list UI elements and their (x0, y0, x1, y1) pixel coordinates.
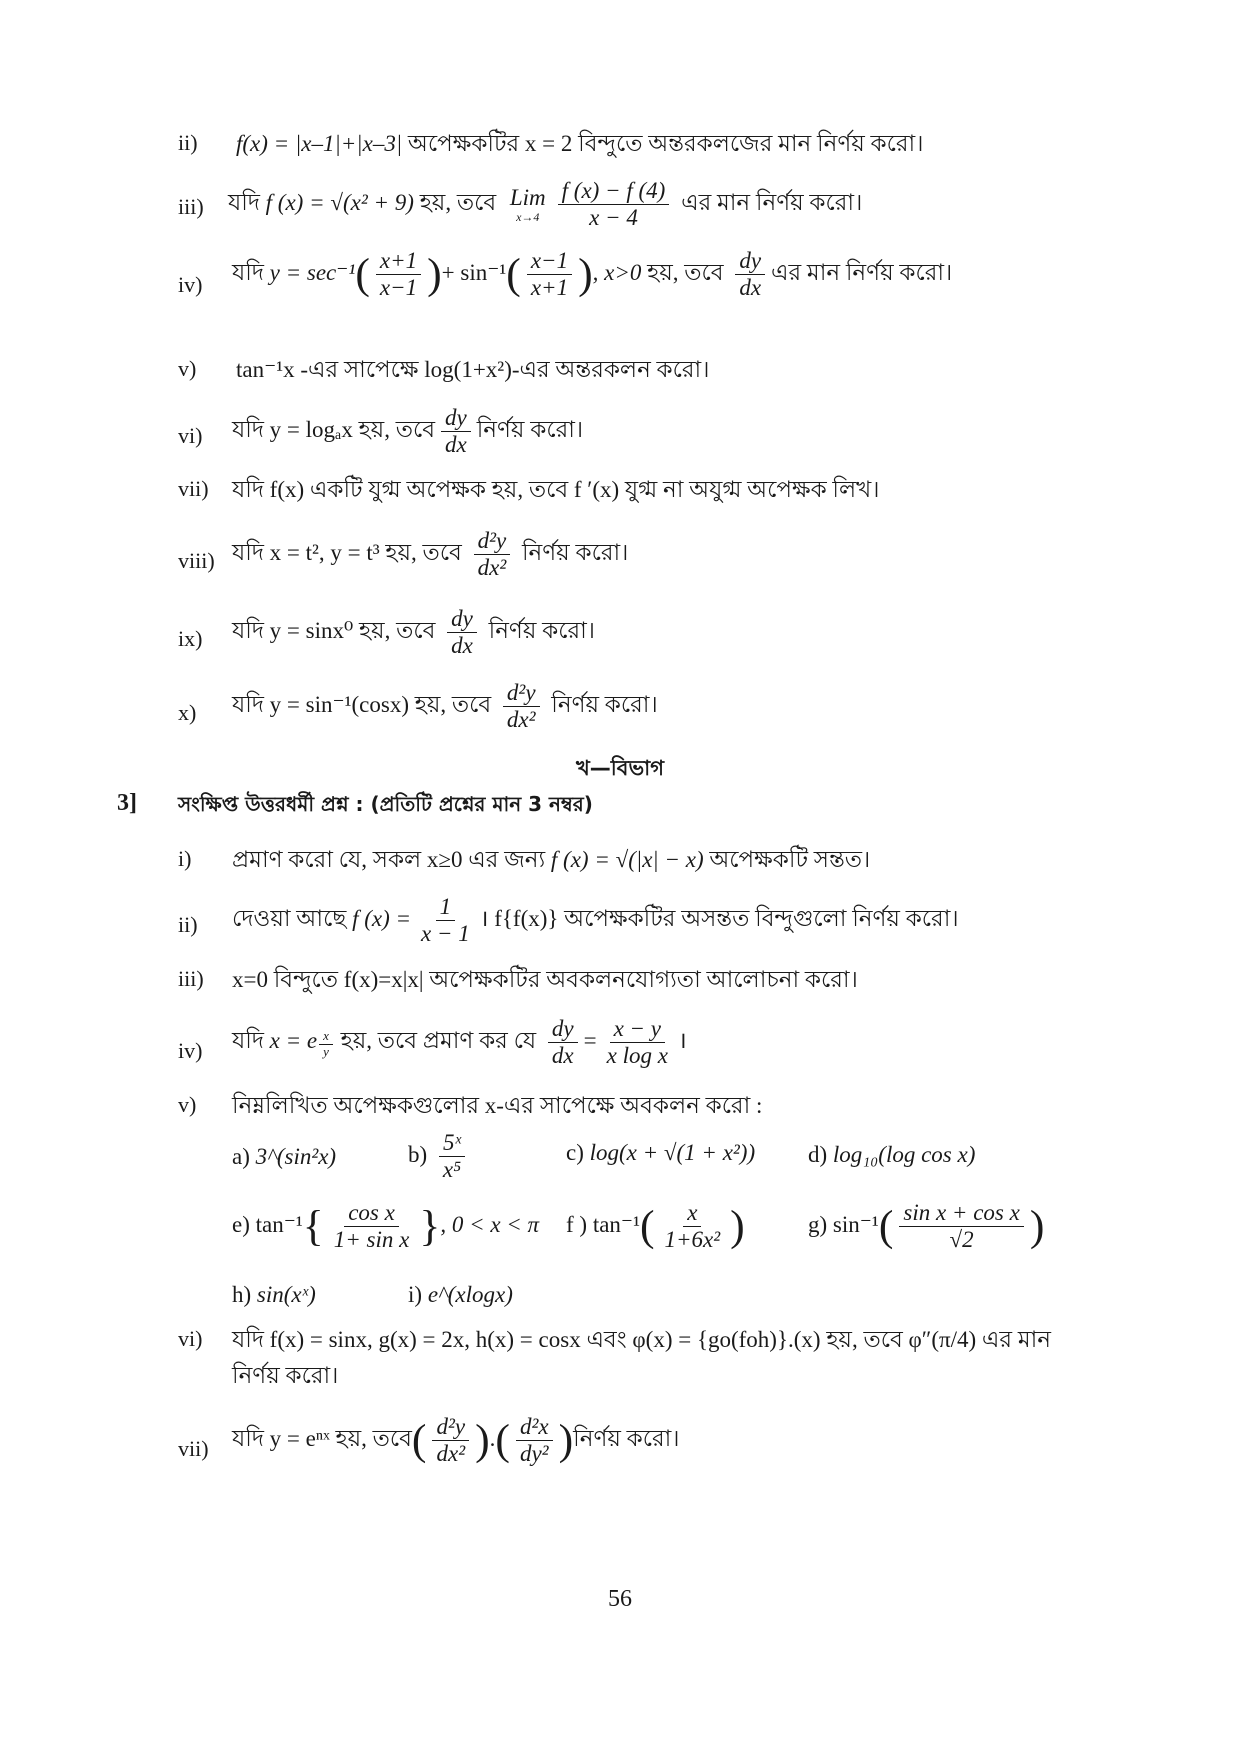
item-label: v) (178, 356, 197, 381)
fraction: $\frac{\text{cos x}}{\text{1+ sin x}}$ (333, 1200, 410, 1253)
subparts-row (0, 1130, 1240, 1190)
limit-operator: Lim x→4 (509, 184, 546, 225)
fraction: $\frac{x - y}{\text{x log x}}$ (606, 1016, 668, 1069)
math-expression: f (x) = √(x² + 9) (265, 190, 414, 216)
fraction: $\frac{dy}{dx}$ (441, 405, 471, 459)
fraction: $\frac{\text{d²y}}{\text{dx²}}$ (503, 680, 540, 734)
subpart: c) log(x + √(1 + x²)) (566, 1140, 756, 1165)
math-expression: f(x) = |x–1|+|x–3| (236, 131, 408, 156)
item-label: iv) (178, 272, 203, 297)
fraction: $\frac{dy}{dx}$ (548, 1016, 578, 1070)
fraction: $\frac{x}{\text{1+6x²}}$ (664, 1200, 721, 1253)
item-label: ii) (178, 912, 198, 937)
math-expression: y = sec⁻¹ (269, 260, 356, 286)
fraction: $\frac{x-1}{x+1}$ (527, 248, 572, 302)
item-label: vi) (178, 1326, 203, 1351)
math-expression: f (x) = √(|x| − x) (550, 847, 704, 872)
item-text: নির্ণয় করো। (232, 1363, 339, 1388)
item-label: viii) (178, 548, 215, 573)
item-label: iii) (178, 966, 204, 991)
page-number: 56 (608, 1586, 632, 1612)
item-text: tan⁻¹x -এর সাপেক্ষে log(1+x²)-এর অন্তরকলন করো। (236, 357, 710, 382)
fraction: $\frac{1}{x - 1}$ (421, 894, 470, 947)
item-text: যদি f(x) = sinx, g(x) = 2x, h(x) = cosx এবং φ(x) = {go(foh)}.(x) হয়, তবে φ″(π/4) এর মান (232, 1327, 1052, 1352)
fraction: $\frac{dy}{dx}$ (447, 606, 477, 660)
item-text: হয়, তবে (419, 190, 497, 216)
fraction: $\frac{dy}{dx}$ (735, 248, 765, 302)
item-label: x) (178, 700, 197, 725)
fraction: $\frac{f (x) - f (4)}{x - 4}$ (558, 178, 670, 232)
subpart: g) sin⁻¹( $\frac{\text{sin x + cos x}}{√2}$ ) (808, 1200, 1045, 1253)
fraction: $\frac{\text{d²y}}{\text{dx²}}$ (432, 1414, 469, 1468)
fraction: $\frac{\text{sin x + cos x}}{√2}$ (899, 1200, 1023, 1254)
exponent-fraction: $\frac{x}{y}$ (319, 1029, 333, 1060)
item-label: v) (178, 1092, 197, 1117)
subparts-row (0, 1200, 1240, 1270)
subpart: i) e^(xlogx) (408, 1282, 513, 1307)
subpart: d) log₁₀(log cos x) (808, 1142, 976, 1167)
fraction: $\frac{\text{d²x}}{\text{dy²}}$ (516, 1414, 553, 1468)
item-label: iii) (178, 194, 204, 219)
item-text: এর মান নির্ণয় করো। (681, 190, 863, 216)
fraction: $\frac{x+1}{x-1}$ (376, 248, 421, 302)
section-title: খ—বিভাগ (576, 756, 664, 780)
item-text: যদি f(x) একটি যুগ্ম অপেক্ষক হয়, তবে f ′(x) যুগ্ম না অযুগ্ম অপেক্ষক লিখ। (232, 477, 880, 502)
item-text: নিম্নলিখিত অপেক্ষকগুলোর x-এর সাপেক্ষে অবকলন করো : (232, 1093, 763, 1118)
item-label: iv) (178, 1038, 203, 1063)
item-label: vi) (178, 423, 203, 448)
item-label: vii) (178, 476, 209, 501)
item-text: যদি (228, 190, 260, 216)
item-label: vii) (178, 1436, 209, 1461)
question-title: সংক্ষিপ্ত উত্তরধর্মী প্রশ্ন : (প্রতিটি প্রশ্নের মান 3 নম্বর) (178, 792, 593, 816)
item-text: অপেক্ষকটির x = 2 বিন্দুতে অন্তরকলজের মান নির্ণয় করো। (407, 131, 924, 156)
item-text: x=0 বিন্দুতে f(x)=x|x| অপেক্ষকটির অবকলনযোগ্যতা আলোচনা করো। (232, 967, 858, 992)
subpart: a) 3^(sin²x) (232, 1144, 337, 1169)
subpart: b) $\frac{\text{5ˣ}}{\text{x⁵}}$ (408, 1130, 471, 1184)
fraction: $\frac{\text{5ˣ}}{\text{x⁵}}$ (439, 1130, 465, 1184)
item-label: ix) (178, 626, 203, 651)
question-number: 3] (117, 790, 137, 816)
item-label: i) (178, 846, 192, 871)
subparts-row (0, 1282, 1240, 1316)
subpart: f ) tan⁻¹( $\frac{x}{\text{1+6x²}}$ ) (566, 1200, 745, 1253)
item-label: ii) (178, 130, 198, 155)
subpart: h) sin(xˣ) (232, 1282, 316, 1307)
subpart: e) tan⁻¹{ $\frac{\text{cos x}}{\text{1+ sin x}}$ }, 0 < x < π (232, 1200, 540, 1253)
fraction: $\frac{\text{d²y}}{\text{dx²}}$ (474, 528, 511, 582)
